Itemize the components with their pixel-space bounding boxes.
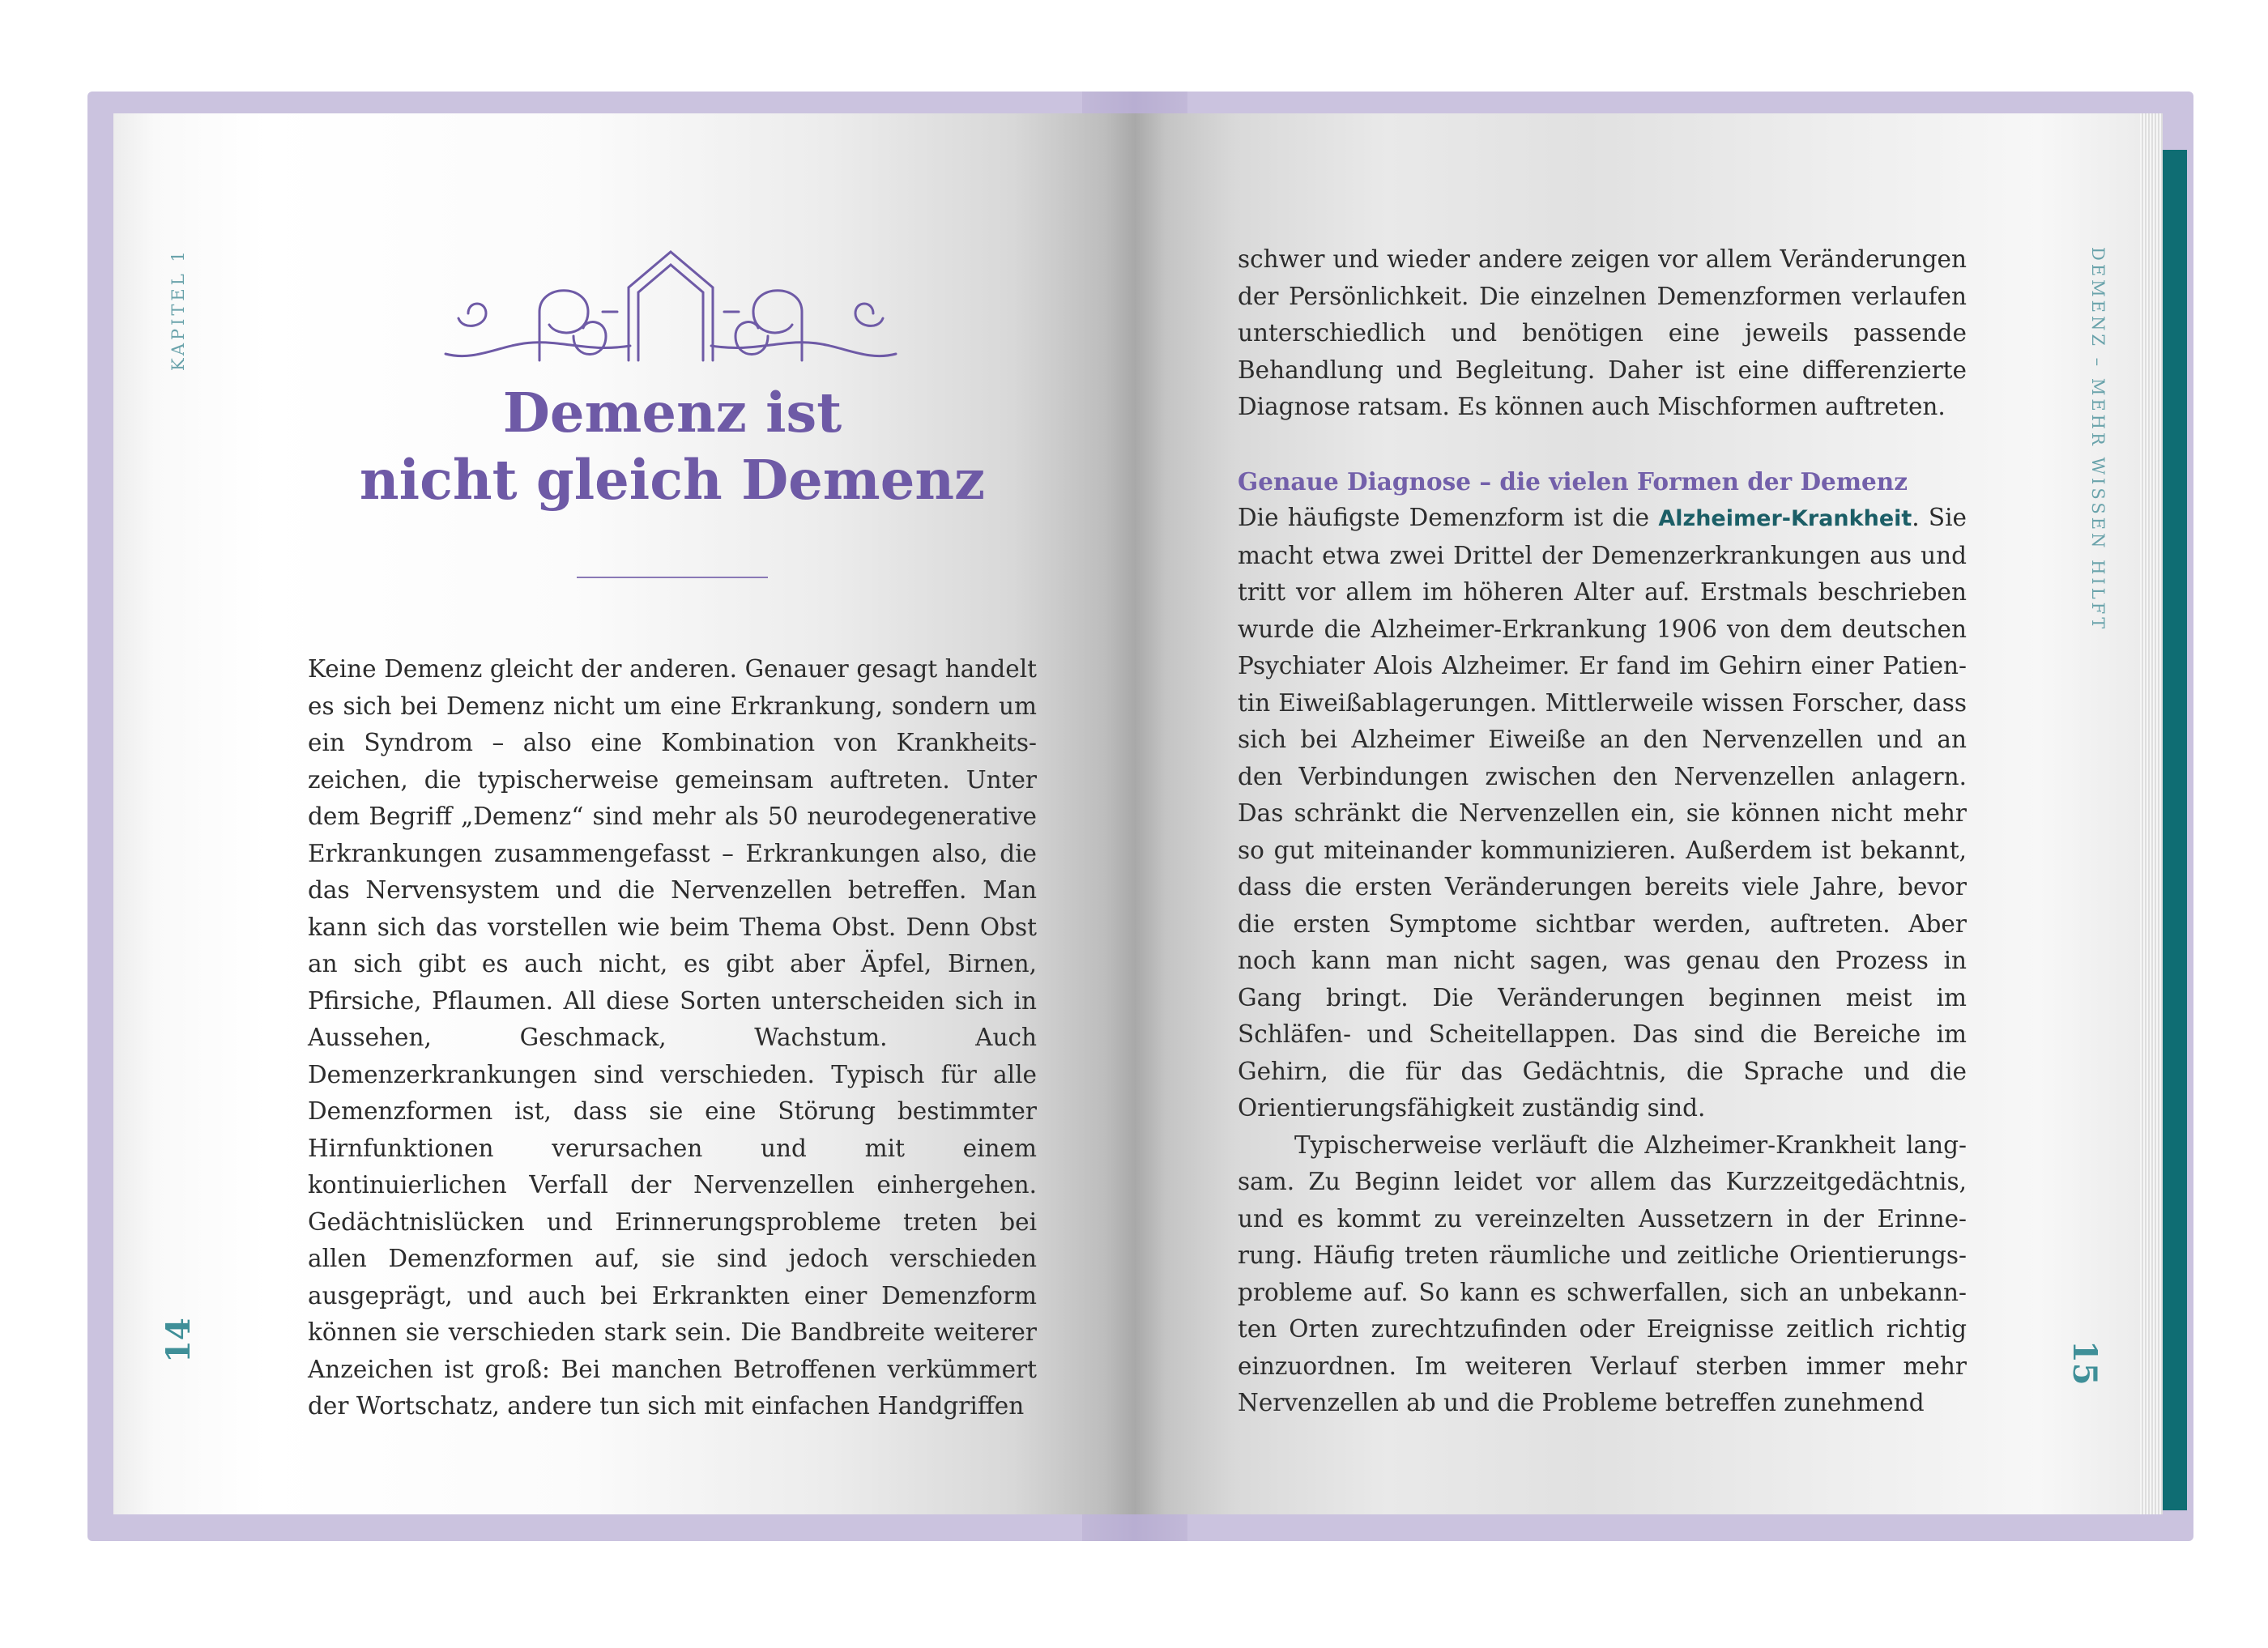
chapter-title	[308, 379, 1037, 513]
right-paragraph-2	[1238, 500, 1967, 1127]
section-subheading: Genaue Diagnose – die vielen Formen der Demenz	[1238, 466, 1908, 496]
back-cover-edge	[2161, 150, 2187, 1510]
right-running-header: DEMENZ – MEHR WISSEN HILFT	[2088, 247, 2108, 632]
house-ornament-icon	[444, 247, 897, 368]
right-body-column	[1238, 241, 1967, 1422]
page-stack-edge	[2138, 113, 2163, 1514]
paragraph-2-rest: . Sie macht etwa zwei Drittel der Demenzerkrankungen aus und tritt vor allem im höheren Alter auf. Erstmals beschrieben wurde die Alzheimer-Erkrankung 1906 von dem deutschen Psychiater Alois Alzheimer. Er fand im Gehirn einer Patientin Eiweißablagerungen. Mittlerweile wissen Forscher, dass sich bei Alzheimer Eiweiße an den Nervenzellen und an den Verbindungen zwischen den Nervenzellen anlagern. Das schränkt die Nervenzellen ein, sie können nicht mehr so gut miteinander kommunizieren. Außerdem ist bekannt, dass die ersten Veränderungen bereits viele Jahre, bevor die ersten Symptome sichtbar werden, auftreten. Aber noch kann man nicht sagen, was genau den Prozess in Gang bringt. Die Veränderungen beginnen meist im Schläfen- und Scheitellappen. Das sind die Bereiche im Gehirn, die für das Gedächtnis, die Sprache und die Orientierungsfähigkeit zuständig sind.	[1238, 504, 1967, 1122]
right-paragraph-3: Typischerweise verläuft die Alzheimer-Krankheit langsam. Zu Beginn leidet vor allem das Kurzzeitgedächtnis, und es kommt zu vereinzelten Aussetzern in der Erinnerung. Häufig treten räumliche und zeitliche Orientierungsprobleme auf. So kann es schwerfallen, sich an unbekannten Orten zurechtzufinden oder Ereignisse zeitlich richtig einzuordnen. Im weiteren Verlauf sterben immer mehr Nervenzellen ab und die Probleme betreffen zunehmend	[1238, 1131, 1967, 1416]
left-body-paragraph: Keine Demenz gleicht der anderen. Genauer gesagt handelt es sich bei Demenz nicht um eine Erkrankung, sondern um ein Syndrom – also eine Kombination von Krankheitszeichen, die typischerweise gemeinsam auftreten. Unter dem Begriff „Demenz“ sind mehr als 50 neurodegenerative Erkrankungen zusammengefasst – Erkrankungen also, die das Nervensystem und die Nervenzellen betreffen. Man kann sich das vorstellen wie beim Thema Obst. Denn Obst an sich gibt es auch nicht, es gibt aber Äpfel, Birnen, Pfirsiche, Pflaumen. All diese Sorten unterscheiden sich in Aussehen, Geschmack, Wachstum. Auch Demenzerkrankungen sind verschieden. Typisch für alle Demenzformen ist, dass sie eine Störung bestimmter Hirnfunktionen verursachen und mit einem kontinuierlichen Verfall der Nervenzellen einhergehen. Gedächtnislücken und Erinnerungsprobleme treten bei allen Demenzformen auf, sie sind jedoch verschieden ausgeprägt, und auch bei Erkrankten einer Demenzform können sie verschieden stark sein. Die Bandbreite weiterer Anzeichen ist groß: Bei manchen Betroffenen verkümmert der Wortschatz, andere tun sich mit einfachen Handgriffen	[308, 655, 1037, 1420]
chapter-title-line-2: nicht gleich Demenz	[359, 448, 986, 512]
paragraph-2-intro: Die häufigste Demenzform ist die	[1238, 504, 1659, 531]
title-divider	[577, 577, 768, 578]
right-paragraph-1: schwer und wieder andere zeigen vor allem Veränderungen der Persönlichkeit. Die einzelnen Demenzformen verlaufen unterschiedlich und benötigen eine jeweils passende Behandlung und Begleitung. Daher ist eine differenzierte Diagnose ratsam. Es können auch Mischformen auftreten.	[1238, 245, 1967, 420]
right-page-number: 15	[2066, 1340, 2104, 1386]
left-running-header: KAPITEL 1	[168, 248, 188, 371]
alzheimer-keyword: Alzheimer-Krankheit	[1658, 506, 1912, 531]
left-body-column	[308, 651, 1037, 1425]
chapter-title-line-1: Demenz ist	[502, 381, 842, 445]
left-page-number: 14	[160, 1318, 198, 1363]
